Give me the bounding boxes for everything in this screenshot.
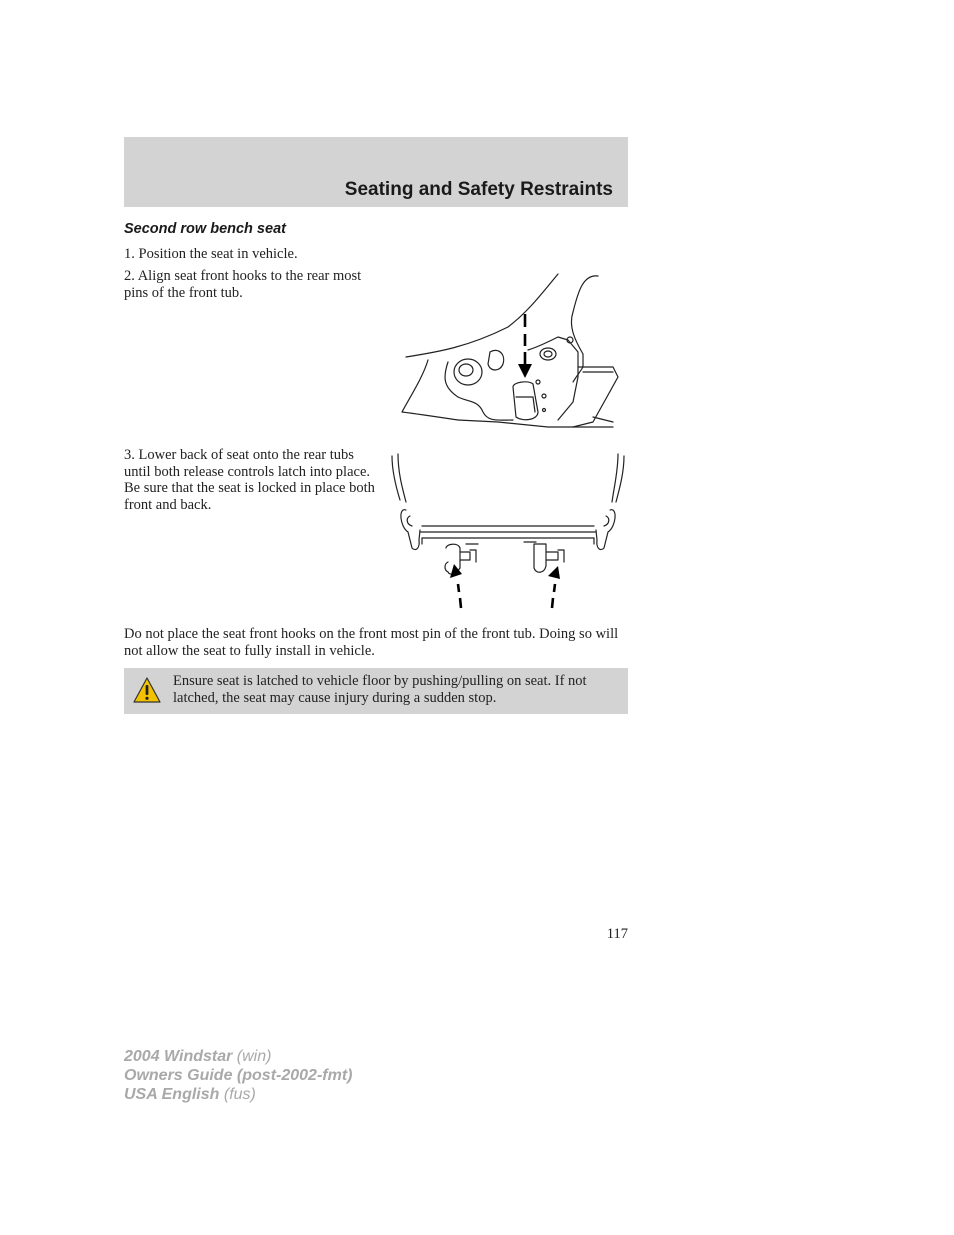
footer-language: USA English bbox=[124, 1086, 220, 1103]
warning-triangle-icon bbox=[132, 676, 162, 704]
page-number: 117 bbox=[606, 926, 628, 942]
step-2-text: 2. Align seat front hooks to the rear most pins of the front tub. bbox=[124, 268, 362, 301]
footer-model-code: (win) bbox=[236, 1048, 272, 1065]
section-title: Second row bench seat bbox=[124, 221, 286, 237]
seat-rear-latch-illustration bbox=[386, 452, 630, 614]
footer-guide: Owners Guide (post-2002-fmt) bbox=[124, 1067, 353, 1084]
page-header-title: Seating and Safety Restraints bbox=[344, 179, 613, 200]
step-3-text: 3. Lower back of seat onto the rear tubs until both release controls latch into place. Be sure that the seat is locked in place both front and back. bbox=[124, 447, 375, 513]
warning-text: Ensure seat is latched to vehicle floor by pushing/pulling on seat. If not latched, the seat may cause injury during a sudden stop. bbox=[173, 673, 587, 706]
header-band bbox=[124, 137, 628, 207]
seat-front-hook-illustration bbox=[398, 272, 628, 432]
footer-line-1 bbox=[124, 1047, 352, 1066]
footer-language-code: (fus) bbox=[223, 1086, 256, 1103]
footer bbox=[124, 1047, 352, 1104]
installation-note: Do not place the seat front hooks on the front most pin of the front tub. Doing so will not allow the seat to fully install in vehicle. bbox=[124, 626, 619, 659]
footer-model: 2004 Windstar bbox=[124, 1048, 233, 1065]
footer-line-3 bbox=[124, 1085, 352, 1104]
footer-line-2 bbox=[124, 1066, 352, 1085]
warning-box bbox=[124, 668, 628, 714]
step-1-text: 1. Position the seat in vehicle. bbox=[124, 246, 298, 262]
